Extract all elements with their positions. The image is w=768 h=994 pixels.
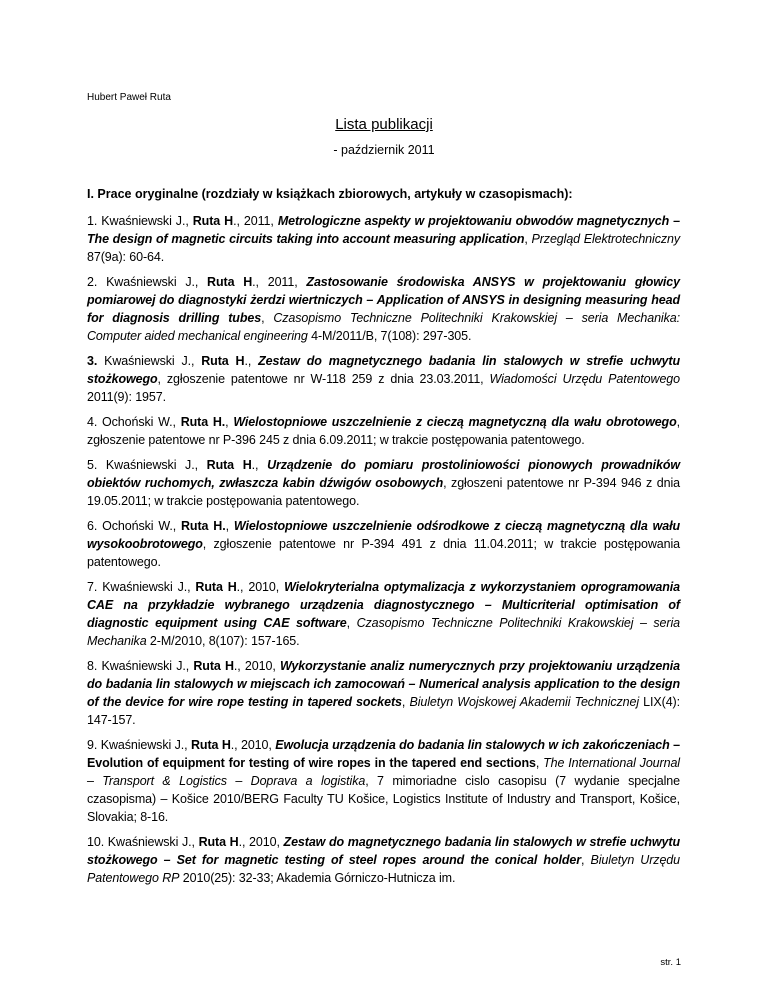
entry-number: 6. <box>87 519 98 533</box>
entry-authors: Kwaśniewski J., <box>104 354 202 368</box>
entry-sep: , <box>346 616 357 630</box>
publication-entry <box>87 517 680 571</box>
entry-number: 7. <box>87 580 98 594</box>
entry-author-bold: Ruta H <box>192 214 234 228</box>
publication-entry <box>87 273 680 345</box>
publication-entry <box>87 413 680 449</box>
entry-authors: Kwaśniewski J., <box>101 214 193 228</box>
entry-number: 5. <box>87 458 98 472</box>
entry-sep: , <box>261 311 274 325</box>
entry-authors: Ochoński W., <box>102 415 181 429</box>
entry-title: Wykorzystanie analiz numerycznych przy projektowaniu urządzenia do badania lin stalowych w miejscach ich zamocowań – Numerical analysis application to the design of the device for wire rope testing in tapered sockets <box>87 659 681 709</box>
entry-title: Wielokryterialna optymalizacja z wykorzystaniem oprogramowania CAE na przykładzie wybranego urządzenia diagnostycznego – Multicriterial optimisation of diagnostic equipment using CAE software <box>87 580 681 630</box>
entry-authors: Kwaśniewski J., <box>101 659 194 673</box>
publication-entry <box>87 657 680 729</box>
document-date: - październik 2011 <box>333 143 435 157</box>
entry-author-bold: Ruta H <box>190 738 231 752</box>
entry-author-bold: Ruta H <box>198 835 239 849</box>
entry-author-bold: Ruta H <box>207 275 253 289</box>
entry-number: 9. <box>87 738 98 752</box>
entry-venue: Czasopismo Techniczne Politechniki Krakowskiej – seria Mechanika: Computer aided mechanical engineering <box>87 311 680 343</box>
entry-details: 4-M/2011/B, 7(108): 297-305. <box>307 329 472 343</box>
entry-authors: Kwaśniewski J., <box>102 580 196 594</box>
entry-details: 87(9a): 60-64. <box>87 250 165 264</box>
entry-sep: , zgłoszenie patentowe nr P-396 245 z dnia 6.09.2011; w trakcie postępowania patentowego. <box>87 415 681 447</box>
publication-entry <box>87 833 680 887</box>
entry-year: ., 2011, <box>233 214 278 228</box>
entry-year: ., 2010, <box>233 659 280 673</box>
entry-title: Ewolucja urządzenia do badania lin stalowych w ich zakończeniach <box>275 738 670 752</box>
section-heading: I. Prace oryginalne (rozdziały w książkach zbiorowych, artykuły w czasopismach): <box>87 187 573 201</box>
entry-number: 4. <box>87 415 98 429</box>
entry-year: ., 2010, <box>230 738 276 752</box>
entry-details: 2-M/2010, 8(107): 157-165. <box>146 634 300 648</box>
entry-authors: Kwaśniewski J., <box>107 835 199 849</box>
entry-author-bold: Ruta H. <box>181 519 226 533</box>
entry-title: Metrologiczne aspekty w projektowaniu obwodów magnetycznych – The design of magnetic circuits taking into account measuring application <box>87 214 681 246</box>
publication-entry <box>87 578 680 650</box>
document-title: Lista publikacji <box>335 116 433 133</box>
entry-sep: , zgłoszeni patentowe nr P-394 946 z dnia 19.05.2011; w trakcie postępowania patentowego. <box>87 476 680 508</box>
page-number: str. 1 <box>660 957 681 968</box>
entry-number: 2. <box>87 275 98 289</box>
entry-author-bold: Ruta H. <box>180 415 226 429</box>
entry-year: ., 2010, <box>236 580 285 594</box>
entry-year: ., <box>244 354 259 368</box>
entry-title: Zestaw do magnetycznego badania lin stalowych w strefie uchwytu stożkowego – Set for magnetic testing of steel ropes around the conical holder <box>87 835 680 867</box>
entry-number: 10. <box>87 835 105 849</box>
entry-sep: , <box>524 232 532 246</box>
entry-sep: , zgłoszenie patentowe nr P-394 491 z dnia 11.04.2011; w trakcie postępowania patentowego. <box>87 537 680 569</box>
entry-title: Urządzenie do pomiaru prostoliniowości pionowych prowadników obiektów ruchomych, zwłaszcza kabin dźwigów osobowych <box>87 458 681 490</box>
entry-author-bold: Ruta H <box>195 580 237 594</box>
entry-venue: Czasopismo Techniczne Politechniki Krakowskiej – seria Mechanika <box>87 616 681 648</box>
publication-entry <box>87 352 680 406</box>
entry-title: Wielostopniowe uszczelnienie odśrodkowe z cieczą magnetyczną dla wału wysokoobrotowego <box>87 519 680 551</box>
entry-title: Wielostopniowe uszczelnienie z cieczą magnetyczną dla wału obrotowego <box>233 415 677 429</box>
author-name: Hubert Paweł Ruta <box>87 92 171 103</box>
entry-year: ., 2011, <box>252 275 307 289</box>
entry-venue: Biuletyn Wojskowej Akademii Technicznej <box>409 695 640 709</box>
entry-title: Zestaw do magnetycznego badania lin stalowych w strefie uchwytu stożkowego <box>87 354 680 386</box>
entry-details: LIX(4): 147-157. <box>87 695 680 727</box>
entry-author-bold: Ruta H <box>201 354 245 368</box>
publication-entry <box>87 456 680 510</box>
entry-sep: , <box>581 853 591 867</box>
entry-number: 8. <box>87 659 98 673</box>
entry-sep: , <box>535 756 544 770</box>
entry-venue: Wiadomości Urzędu Patentowego <box>489 372 681 386</box>
entry-venue: Przegląd Elektrotechniczny <box>531 232 681 246</box>
entry-venue: Biuletyn Urzędu Patentowego RP <box>87 853 681 885</box>
entry-number: 1. <box>87 214 98 228</box>
entry-title: Zastosowanie środowiska ANSYS w projektowaniu głowicy pomiarowej do diagnostyki żerdzi wiertniczych – Application of ANSYS in designing measuring head for diagnosis drilling tubes <box>87 275 681 325</box>
entry-number: 3. <box>87 354 98 368</box>
entry-sep: , zgłoszenie patentowe nr W-118 259 z dnia 23.03.2011, <box>157 372 490 386</box>
entry-details: 2011(9): 1957. <box>87 390 166 404</box>
entry-details: , 7 mimoriadne cislo casopisu (7 wydanie specjalne czasopisma) – Košice 2010/BERG Faculty TU Košice, Logistics Institute of Industry and Transport, Košice, Slovakia; 8-16. <box>87 774 680 824</box>
entry-year: ., 2010, <box>238 835 284 849</box>
entry-year: ., <box>251 458 268 472</box>
entry-authors: Kwaśniewski J., <box>105 458 207 472</box>
entry-authors: Kwaśniewski J., <box>100 738 191 752</box>
entry-author-bold: Ruta H <box>193 659 234 673</box>
entry-authors: Kwaśniewski J., <box>106 275 208 289</box>
entry-sep: , <box>401 695 410 709</box>
entry-venue: The International Journal – Transport & Logistics – Doprava a logistika <box>87 756 680 788</box>
entry-title-english: – Evolution of equipment for testing of wire ropes in the tapered end sections <box>87 738 681 770</box>
entry-year: , <box>225 519 234 533</box>
entry-year: , <box>225 415 234 429</box>
entry-author-bold: Ruta H <box>206 458 252 472</box>
entry-authors: Ochoński W., <box>102 519 181 533</box>
publication-list <box>87 212 680 894</box>
publication-entry <box>87 736 680 826</box>
entry-details: 2010(25): 32-33; Akademia Górniczo-Hutnicza im. <box>179 871 456 885</box>
publication-entry <box>87 212 680 266</box>
